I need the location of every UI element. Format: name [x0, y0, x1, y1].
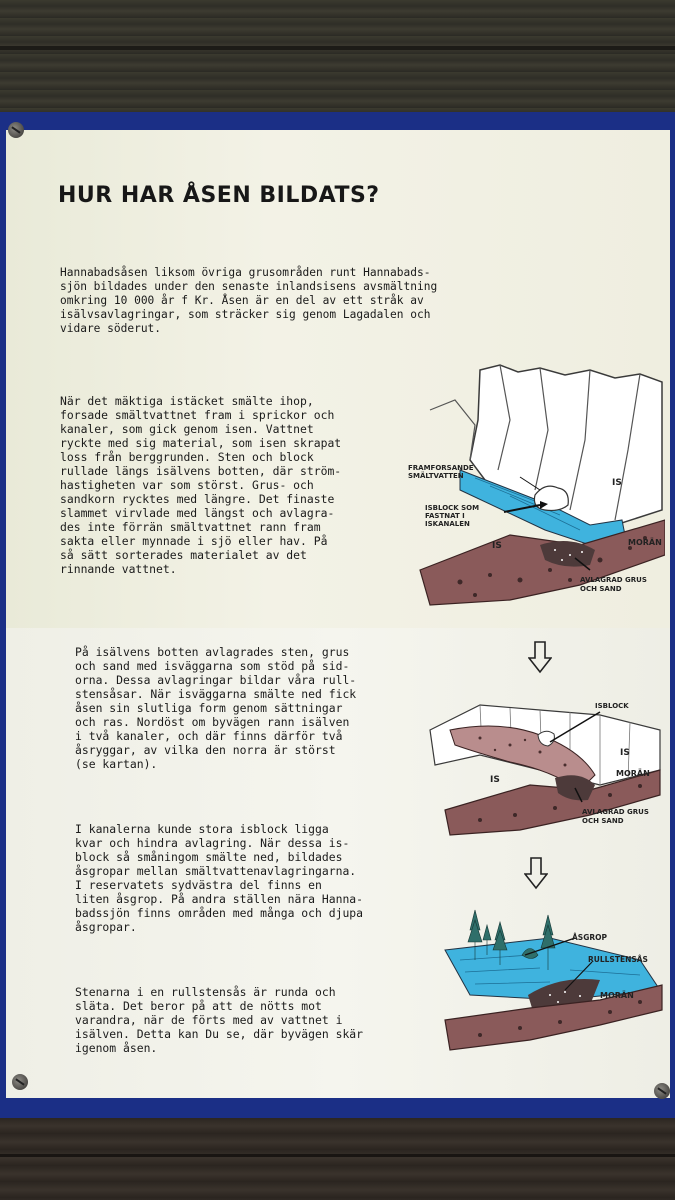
- label-iceblock-2: FASTNAT I: [425, 512, 465, 520]
- label-deposit-1a: AVLAGRAD GRUS: [580, 576, 647, 584]
- diagram-ice-tunnel: [400, 360, 665, 610]
- label-ice-left: IS: [492, 541, 502, 551]
- arrow-down-icon-2: [524, 856, 548, 890]
- wood-wall-top: [0, 0, 675, 112]
- label-moraine-2: MORÄN: [616, 769, 650, 778]
- label-deposit-2b: OCH SAND: [582, 817, 624, 825]
- screw-bottom-right-icon: [654, 1083, 670, 1099]
- paragraph-deposits: På isälvens botten avlagrades sten, grus och sand med isväggarna som stöd på sid- orna. Dessa avlagringar bildar våra rull- stensåsar. När isväggarna smälte ned fick åsen sin slutliga form genom sättningar och ras. Nordöst om byvägen rann isälven i två kanaler, och där finns därför två åsryggar, av vilka den norra är störst (se kartan).: [75, 645, 357, 771]
- label-ice-right-2: IS: [620, 748, 630, 758]
- label-ice-left-2: IS: [490, 775, 500, 785]
- label-deposit-1b: OCH SAND: [580, 585, 622, 593]
- paragraph-meltwater: När det mäktiga istäcket smälte ihop, forsade smältvattnet fram i sprickor och kanaler, som gick genom isen. Vattnet ryckte med sig material, som isen skrapat loss från berggrunden. Sten och block rullade längs isälvens botten, där ström- hastigheten var som störst. Grus- och sandkorn rycktes med längre. Det finaste slammet virvlade med längst och avlagra- des inte förrän smältvattnet rann fram sakta eller mynnade i sjö eller hav. På så sätt sorterades materialet av det rinnande vattnet.: [60, 394, 342, 576]
- label-ice-right: IS: [612, 478, 622, 488]
- paragraph-stones: Stenarna i en rullstensås är runda och släta. Det beror på att de nötts mot varandra, när de förts med av vattnet i isälven. Detta kan Du se, där byvägen skär igenom åsen.: [75, 985, 364, 1055]
- label-deposit-2a: AVLAGRAD GRUS: [582, 808, 649, 816]
- label-iceblock-1: ISBLOCK SOM: [425, 504, 480, 512]
- screw-bottom-left-icon: [12, 1074, 28, 1090]
- arrow-down-icon: [528, 640, 552, 674]
- label-iceblock-2d: ISBLOCK: [595, 702, 629, 710]
- label-esker: RULLSTENSÅS: [588, 955, 648, 964]
- paragraph-kettles: I kanalerna kunde stora isblock ligga kvar och hindra avlagring. När dessa is- block så småningom smälte ned, bildades åsgropar mellan smältvattenavlagringarna. I reservatets sydvästra del finns en liten åsgrop. På andra ställen nära Hanna- badssjön finns områden med många och djupa åsgropar.: [75, 822, 364, 934]
- label-meltwater-2: SMÄLTVATTEN: [408, 472, 464, 480]
- label-kettle: ÅSGROP: [572, 933, 608, 942]
- label-moraine-3: MORÄN: [600, 991, 634, 1000]
- screw-top-left-icon: [8, 122, 24, 138]
- diagram-esker-forming: [420, 690, 665, 840]
- sign-title: HUR HAR ÅSEN BILDATS?: [58, 183, 380, 208]
- label-moraine-1: MORÄN: [628, 538, 662, 547]
- wood-wall-bottom: [0, 1118, 675, 1200]
- paragraph-intro: Hannabadsåsen liksom övriga grusområden runt Hannabads- sjön bildades under den senaste inlandsisens avsmältning omkring 10 000 år f Kr. Åsen är en del av ett stråk av isälvsavlagringar, som sträcker sig genom Lagadalen och vidare söderut.: [60, 266, 438, 335]
- label-meltwater-1: FRAMFORSANDE: [408, 464, 474, 472]
- label-iceblock-3: ISKANALEN: [425, 520, 470, 528]
- diagram-esker-landscape: [440, 900, 665, 1055]
